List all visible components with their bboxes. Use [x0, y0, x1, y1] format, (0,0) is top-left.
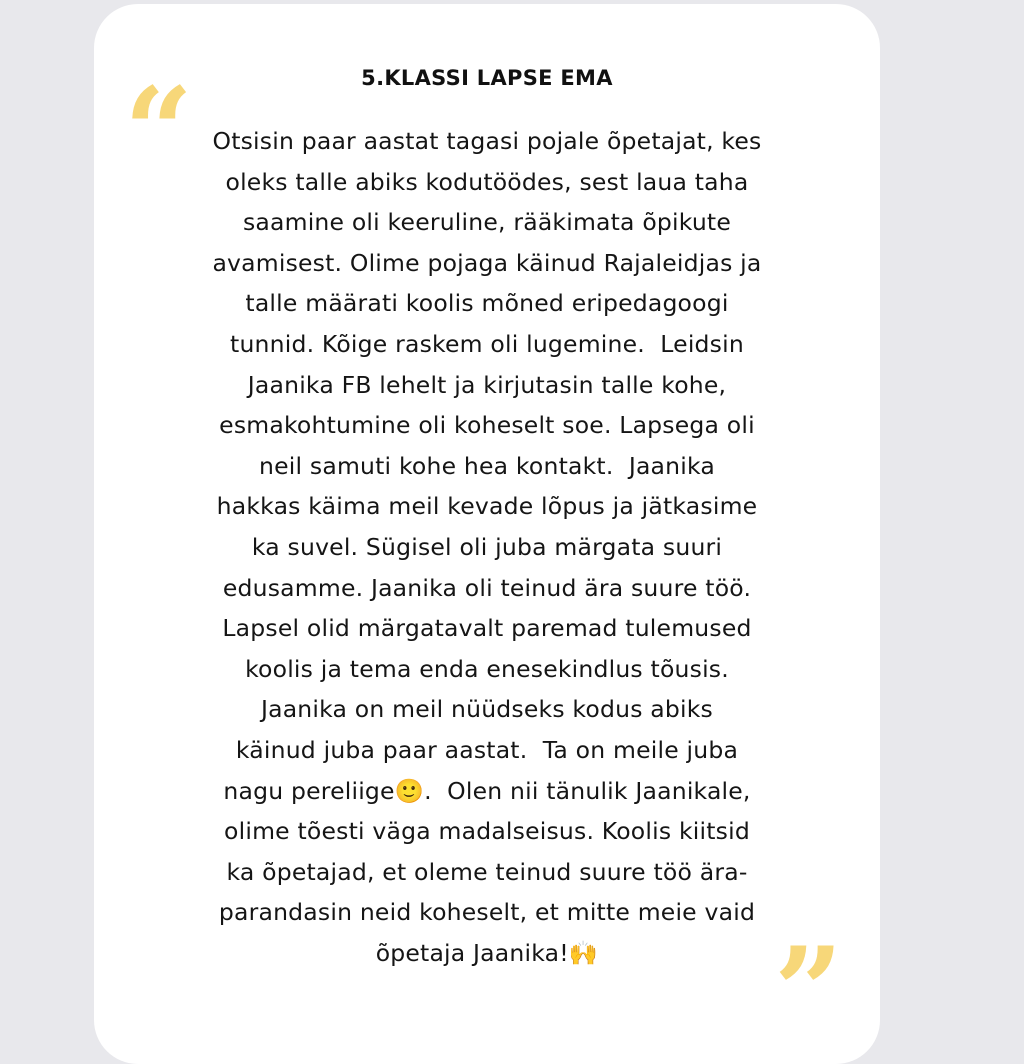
open-quote-icon: “: [124, 61, 194, 202]
text-line: ka suvel. Sügisel oli juba märgata suuri: [251, 532, 723, 561]
text-line: oleks talle abiks kodutöödes, sest laua taha: [225, 167, 749, 196]
testimonial-title: 5.KLASSI LAPSE EMA: [361, 66, 613, 90]
text-line: käinud juba paar aastat. Ta on meile juba: [235, 735, 739, 764]
text-line: nagu pereliige🙂. Olen nii tänulik Jaanikale,: [223, 776, 751, 805]
text-line: saamine oli keeruline, rääkimata õpikute: [242, 208, 732, 237]
text-line: edusamme. Jaanika oli teinud ära suure töö.: [222, 573, 752, 602]
text-line: tunnid. Kõige raskem oli lugemine. Leidsin: [230, 329, 744, 358]
text-line: õpetaja Jaanika!🙌: [375, 938, 599, 967]
text-line: Jaanika FB lehelt ja kirjutasin talle kohe,: [247, 370, 727, 399]
text-line: neil samuti kohe hea kontakt. Jaanika: [259, 451, 715, 480]
close-quote-icon: ”: [774, 921, 844, 1062]
text-line: esmakohtumine oli koheselt soe. Lapsega oli: [219, 411, 755, 440]
text-line: parandasin neid koheselt, et mitte meie vaid: [218, 898, 756, 927]
text-line: talle määrati koolis mõned eripedagoogi: [245, 289, 729, 318]
text-line: hakkas käima meil kevade lõpus ja jätkasime: [216, 492, 758, 521]
text-line: avamisest. Olime pojaga käinud Rajaleidjas ja: [212, 248, 762, 277]
testimonial-text: [174, 121, 800, 973]
text-line: Lapsel olid märgatavalt paremad tulemused: [222, 614, 752, 643]
text-line: koolis ja tema enda enesekindlus tõusis.: [245, 654, 729, 683]
text-line: olime tõesti väga madalseisus. Koolis kiitsid: [224, 817, 750, 846]
text-line: Jaanika on meil nüüdseks kodus abiks: [260, 695, 714, 724]
text-line: ka õpetajad, et oleme teinud suure töö ära-: [226, 857, 748, 886]
text-line: Otsisin paar aastat tagasi pojale õpetajat, kes: [212, 127, 762, 155]
testimonial-card: [94, 4, 880, 1064]
